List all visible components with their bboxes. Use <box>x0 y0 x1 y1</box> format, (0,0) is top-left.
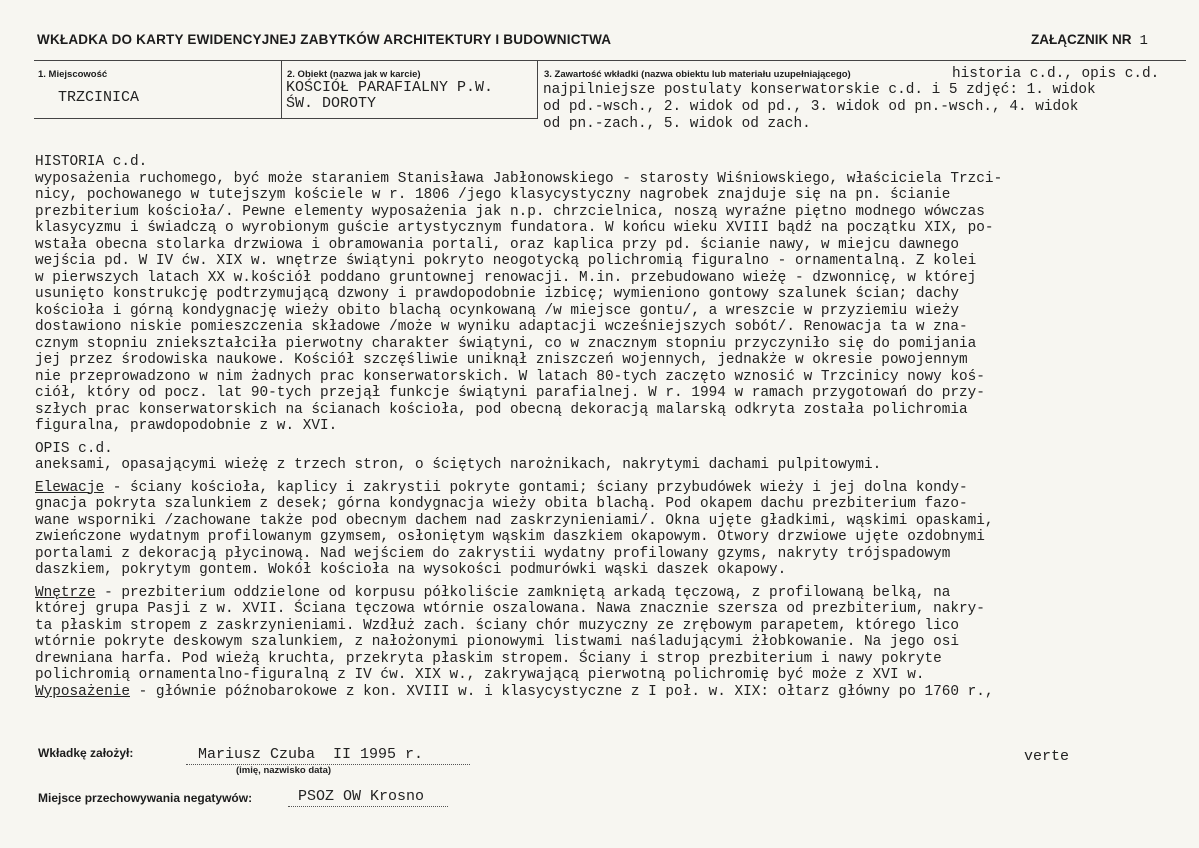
content-value-line-2: najpilniejsze postulaty konserwatorskie c.d. i 5 zdjęć: 1. widok <box>543 82 1096 98</box>
historia-line: wstała obecna stolarka drzwiowa i obramowania portali, oraz kaplica przy pd. ścianie nawy, w miejcu dawnego <box>35 236 960 253</box>
historia-line: cznym stopniu zniekształciła pierwotny charakter świątyni, co w znacznym stopniu przyczyniło się do pomijania <box>35 335 977 352</box>
object-value-line-2: ŚW. DOROTY <box>286 95 377 112</box>
fields-bottom-rule <box>34 118 538 119</box>
wnetrze-first-line <box>35 585 1185 602</box>
place-label: 1. Miejscowość <box>38 69 108 80</box>
field-divider-2 <box>537 60 538 118</box>
historia-line: ciół, który od pocz. lat 90-tych przejął funkcje świątyni parafialnej. W r. 1994 w ramach przygotowań do przy- <box>35 385 985 401</box>
negatives-dotted-line <box>288 806 448 807</box>
historia-line: prezbiterium kościoła/. Pewne elementy wyposażenia jak n.p. chrzcielnica, noszą wyraźne piętno modnego wówczas <box>35 203 985 220</box>
object-value-line-1: KOŚCIÓŁ PARAFIALNY P.W. <box>286 79 494 96</box>
wnetrze-line: której grupa Pasji z w. XVII. Ściana tęczowa wtórnie oszalowana. Nawa znacznie szersza od prezbiterium, nakry- <box>35 601 985 617</box>
historia-line: nie przeprowadzono w nim żadnych prac konserwatorskich. W latach 80-tych zaczęto wznosić w Trzcinicy nowy koś- <box>35 368 985 385</box>
elewacje-line: portalami z dekoracją płycinową. Nad wejściem do zakrystii wydatny profilowany gzyms, nakryty trójspadowym <box>35 545 951 562</box>
historia-line: usunięto konstrukcję podtrzymującą dzwony i prawdopodobnie izbicę; wymieniono gontowy szalunek ścian; dachy <box>35 286 960 302</box>
historia-line: w pierwszych latach XX w.kościół poddano gruntownej renowacji. M.in. przebudowano wieżę - dzwonnicę, w której <box>35 269 977 286</box>
historia-line: kościoła i górną kondygnację wieży obito blachą ocynkowaną /w miejsce gontu/, a wreszcie w przyziemiu wieży <box>35 302 960 319</box>
elewacje-line: daszkiem, pokrytym gontem. Wokół kościoła na wysokości podmurówki wąski daszek okapowy. <box>35 562 787 578</box>
wnetrze-line: wtórnie pokryte deskowym szalunkiem, z nałożonymi pionowymi listwami naśladującymi żłobkowanie. Na jego osi <box>35 634 960 650</box>
form-title: WKŁADKA DO KARTY EWIDENCYJNEJ ZABYTKÓW ARCHITEKTURY I BUDOWNICTWA <box>37 32 612 47</box>
historia-line: figuralna, prawdopodobnie z w. XVI. <box>35 418 338 434</box>
negatives-label: Miejsce przechowywania negatywów: <box>38 791 253 805</box>
content-value-line-1: historia c.d., opis c.d. <box>952 66 1160 82</box>
historia-line: nicy, pochowanego w tutejszym kościele w r. 1806 /jego klasycystyczny nagrobek znajduje się na pn. ścianie <box>35 187 951 203</box>
historia-line: jej przez środowiska naukowe. Kościół szczęśliwie uniknął zniszczeń wojennych, jednakże w okresie powojennym <box>35 352 968 368</box>
annex-number: 1 <box>1139 33 1148 49</box>
author-caption: (imię, nazwisko data) <box>236 765 332 776</box>
wnetrze-label: Wnętrze <box>35 584 96 601</box>
elewacje-first-line <box>35 480 1185 497</box>
object-label: 2. Obiekt (nazwa jak w karcie) <box>287 69 421 80</box>
wnetrze-line: drewniana harfa. Pod wieżą kruchta, przekryta płaskim stropem. Ściany i strop prezbiterium i nawy pokryte <box>35 650 942 667</box>
negatives-value: PSOZ OW Krosno <box>298 788 425 805</box>
elewacje-line: wane wsporniki /zachowane także pod obecnym dachem nad zaskrzynieniami/. Okna ujęte gładkimi, wąskimi opaskami, <box>35 512 994 529</box>
opis-heading: OPIS c.d. <box>35 440 113 457</box>
wnetrze-first-text: - prezbiterium oddzielone od korpusu półkoliście zamkniętą arkadą tęczową, z profilowaną belką, na <box>95 584 951 601</box>
elewacje-line: zwieńczone wydatnym profilowanym gzymsem, osłoniętym wąskim daszkiem okapowym. Otwory drzwiowe ujęte ozdobnymi <box>35 529 985 545</box>
author-value: Mariusz Czuba II 1995 r. <box>198 746 424 763</box>
verte-note: verte <box>1024 748 1070 765</box>
annex-label-text: ZAŁĄCZNIK NR <box>1031 32 1132 47</box>
historia-line: dostawiono niskie pomieszczenia składowe /może w wyniku adaptacji wcześniejszych sobót/. Renowacja ta w zna- <box>35 319 968 335</box>
field-divider-1 <box>281 60 282 118</box>
historia-heading: HISTORIA c.d. <box>35 154 148 170</box>
historia-line: wejścia pd. W IV ćw. XIX w. wnętrze świątyni pokryto neogotycką polichromią figuralno - ornamentalną. Z kolei <box>35 253 977 269</box>
content-label: 3. Zawartość wkładki (nazwa obiektu lub materiału uzupełniającego) <box>544 69 851 80</box>
historia-line: szłych prac konserwatorskich na ścianach kościoła, pod obecną dekoracją malarską odkryta została polichromia <box>35 401 968 418</box>
annex-label <box>1031 32 1148 49</box>
wyposazenie-label: Wyposażenie <box>35 683 130 700</box>
content-value-line-4: od pn.-zach., 5. widok od zach. <box>543 116 811 132</box>
wyposazenie-first-text: - głównie późnobarokowe z kon. XVIII w. i klasycystyczne z I poł. w. XIX: ołtarz główny po 1760 r., <box>130 683 994 700</box>
historia-line: klasycyzmu i świadczą o wyrobionym guście artystycznym fundatora. W końcu wieku XVIII bądź na początku XIX, po- <box>35 220 994 236</box>
content-value-line-3: od pd.-wsch., 2. widok od pd., 3. widok od pn.-wsch., 4. widok <box>543 99 1079 115</box>
place-value: TRZCINICA <box>58 89 140 106</box>
author-label: Wkładkę założył: <box>38 746 134 760</box>
header-rule <box>34 60 1186 61</box>
elewacje-first-text: - ściany kościoła, kaplicy i zakrystii pokryte gontami; ściany przybudówek wieży i jej dolna kondy- <box>104 479 968 496</box>
wnetrze-line: polichromią ornamentalno-figuralną z IV ćw. XIX w., zakrywającą pierwotną polichromię być może z XVI w. <box>35 667 925 683</box>
elewacje-label: Elewacje <box>35 479 105 496</box>
opis-line: aneksami, opasającymi wieżę z trzech stron, o ściętych narożnikach, nakrytymi dachami pulpitowymi. <box>35 457 882 473</box>
wnetrze-line: ta płaskim stropem z zaskrzynieniami. Wzdłuż zach. ściany chór muzyczny ze zrębowym parapetem, którego lico <box>35 617 960 634</box>
main-text <box>35 154 1185 700</box>
wyposazenie-first-line <box>35 684 1185 701</box>
historia-line: wyposażenia ruchomego, być może staraniem Stanisława Jabłonowskiego - starosty Wiśniowskiego, właściciela Trzci- <box>35 170 1003 187</box>
elewacje-line: gnacja pokryta szalunkiem z desek; górna kondygnacja wieży obita blachą. Pod okapem dachu prezbiterium fazo- <box>35 496 968 512</box>
